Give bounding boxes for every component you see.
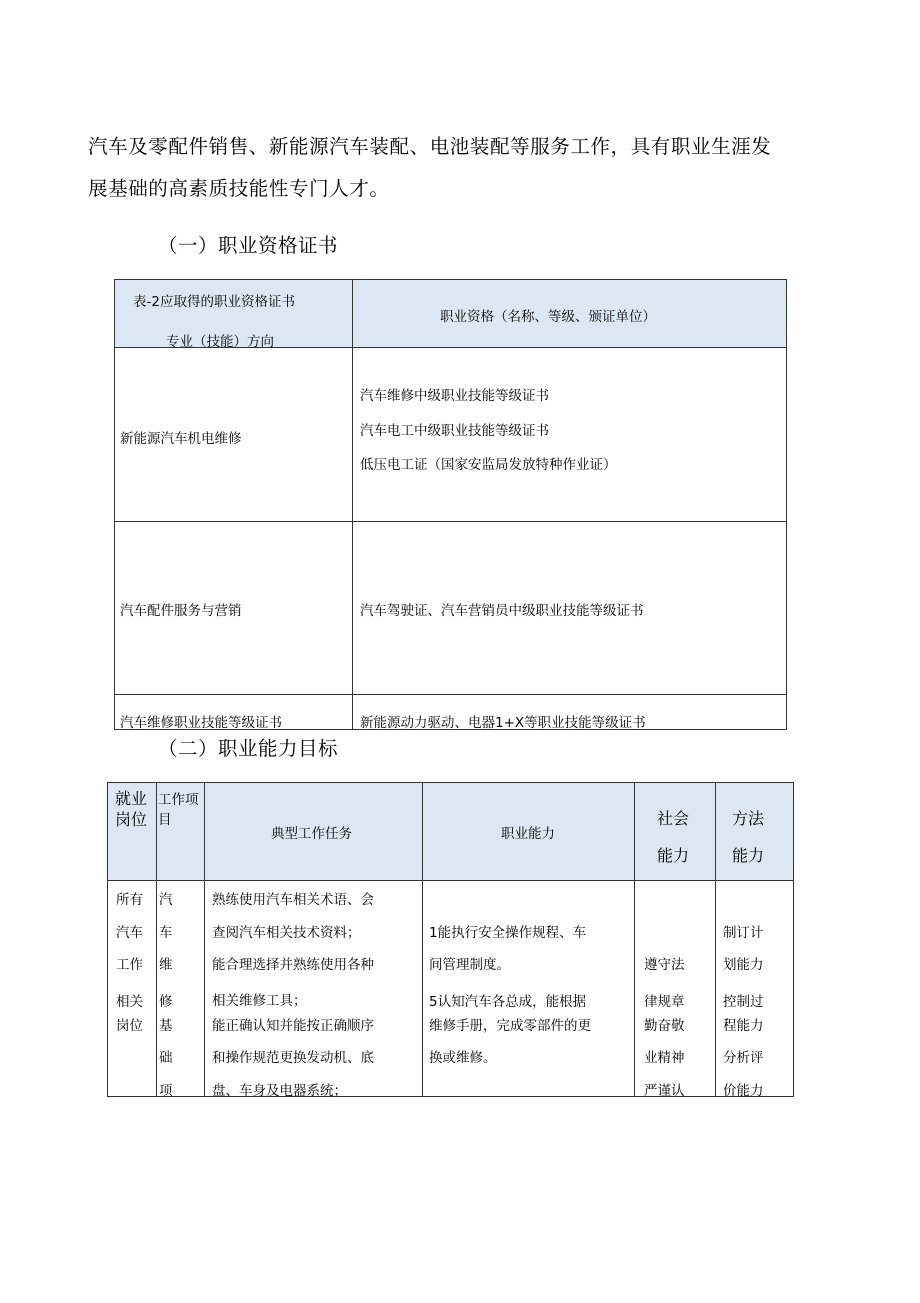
table1-row3-cert-1: 新能源动力驱动、电器1+X等职业技能等级证书 bbox=[360, 715, 646, 731]
table2-task-5: 能正确认知并能按正确顺序 bbox=[212, 1018, 374, 1034]
table2-ability-2: 间管理制度。 bbox=[429, 957, 510, 973]
table1-row3-direction: 汽车维修职业技能等级证书 bbox=[120, 715, 282, 731]
table2-item-2: 车 bbox=[159, 925, 173, 941]
table2-ability-5: 换或维修。 bbox=[429, 1050, 497, 1066]
table2-task-2: 查阅汽车相关技术资料； bbox=[212, 925, 361, 941]
table2-ability-1: 1能执行安全操作规程、车 bbox=[429, 925, 587, 941]
table2-social-4: 业精神 bbox=[644, 1050, 685, 1066]
table2-header-social: 社会 能力 bbox=[657, 809, 690, 865]
table2-header-method: 方法 能力 bbox=[732, 809, 765, 865]
table2-post-3: 工作 bbox=[116, 957, 143, 973]
table2-method-5: 分析评 bbox=[723, 1050, 764, 1066]
table1-row2-direction: 汽车配件服务与营销 bbox=[120, 603, 242, 619]
section-heading-qualification: （一）职业资格证书 bbox=[158, 234, 339, 257]
intro-paragraph bbox=[88, 126, 848, 210]
table1-row2-cert-1: 汽车驾驶证、汽车营销员中级职业技能等级证书 bbox=[360, 603, 644, 619]
table1-row1-direction: 新能源汽车机电维修 bbox=[120, 431, 242, 447]
table1-row1-cert-3: 低压电工证（国家安监局发放特种作业证） bbox=[360, 457, 617, 473]
table2-header-background bbox=[108, 782, 793, 880]
table2-task-6: 和操作规范更换发动机、底 bbox=[212, 1050, 374, 1066]
table2-post-4: 相关 bbox=[116, 994, 143, 1010]
table1-row1-cert-2: 汽车电工中级职业技能等级证书 bbox=[360, 423, 549, 439]
table2-task-7: 盘、车身及电器系统； bbox=[212, 1083, 347, 1099]
section-heading-ability: （二）职业能力目标 bbox=[158, 737, 339, 760]
table2-social-3: 勤奋敬 bbox=[644, 1018, 685, 1034]
table2-header-task: 典型工作任务 bbox=[271, 826, 352, 842]
table2-header-item: 工作项 目 bbox=[158, 792, 199, 828]
table1-caption: 表-2应取得的职业资格证书 bbox=[133, 294, 295, 310]
table2-item-1: 汽 bbox=[159, 892, 173, 908]
table1-header-direction: 专业（技能）方向 bbox=[166, 334, 274, 350]
table2-post-5: 岗位 bbox=[116, 1018, 143, 1034]
table2-item-6: 础 bbox=[159, 1050, 173, 1066]
intro-line-2: 展基础的高素质技能性专门人才。 bbox=[88, 177, 390, 200]
table1-row1-cert-1: 汽车维修中级职业技能等级证书 bbox=[360, 388, 549, 404]
table2-ability-3: 5认知汽车各总成，能根据 bbox=[429, 994, 587, 1010]
table2-task-4: 相关维修工具； bbox=[212, 993, 307, 1009]
table2-task-1: 熟练使用汽车相关术语、会 bbox=[212, 892, 374, 908]
intro-line-1: 汽车及零配件销售、新能源汽车装配、电池装配等服务工作，具有职业生涯发 bbox=[88, 135, 772, 158]
table2-method-3: 控制过 bbox=[723, 994, 764, 1010]
table2-header-post: 就业 岗位 bbox=[115, 789, 148, 829]
table2-task-3: 能合理选择并熟练使用各种 bbox=[212, 957, 374, 973]
table2-item-3: 维 bbox=[159, 957, 173, 973]
table2-item-4: 修 bbox=[159, 994, 173, 1010]
table2-social-5: 严谨认 bbox=[644, 1083, 685, 1099]
table2-method-2: 划能力 bbox=[723, 957, 764, 973]
table1-header-qualification: 职业资格（名称、等级、颁证单位） bbox=[440, 309, 656, 325]
table2-post-1: 所有 bbox=[116, 892, 143, 908]
table2-post-2: 汽车 bbox=[116, 925, 143, 941]
table2-item-5: 基 bbox=[159, 1018, 173, 1034]
table2-item-7: 项 bbox=[159, 1083, 173, 1099]
table2-header-ability: 职业能力 bbox=[501, 826, 555, 842]
table2-method-1: 制订计 bbox=[723, 925, 764, 941]
table2-method-4: 程能力 bbox=[723, 1018, 764, 1034]
table2-ability-4: 维修手册，完成零部件的更 bbox=[429, 1018, 591, 1034]
table2-social-1: 遵守法 bbox=[644, 957, 685, 973]
table2-method-6: 价能力 bbox=[723, 1083, 764, 1099]
table2-social-2: 律规章 bbox=[644, 994, 685, 1010]
